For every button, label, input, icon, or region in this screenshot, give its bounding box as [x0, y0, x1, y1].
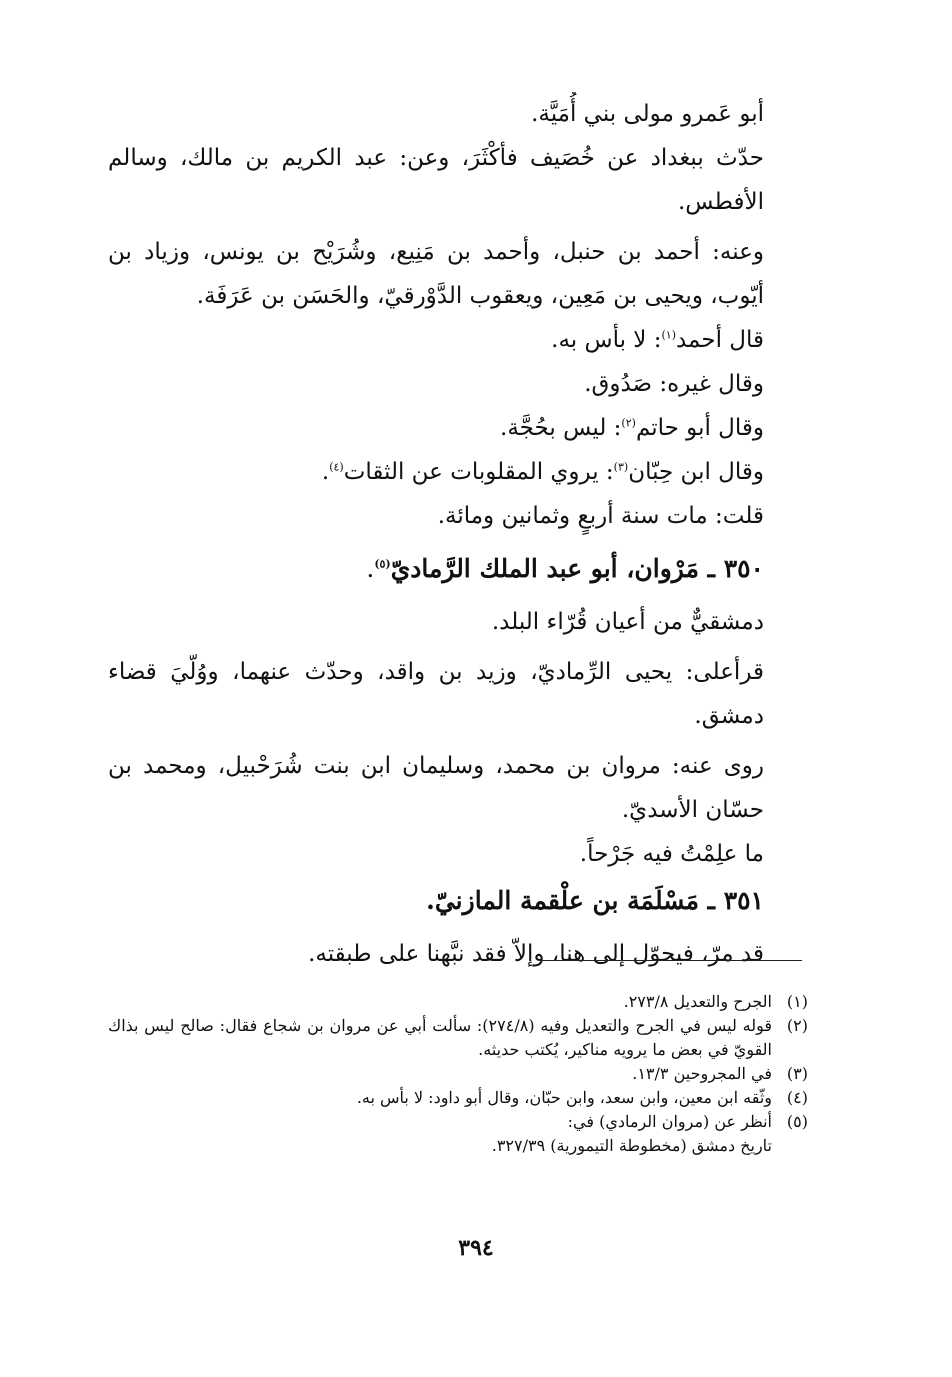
main-text	[108, 92, 808, 976]
text-line: قد مرّ، فيحوّل إلى هنا، وإلاّ فقد نبَّهنا على طبقته.	[308, 941, 764, 967]
footnote-2	[108, 1014, 808, 1062]
footnote-ref: (١)	[661, 328, 676, 342]
footnote-number: (٣)	[786, 1064, 808, 1083]
entry-title: ٣٥٠ ـ مَرْوان، أبو عبد الملك الرَّماديّ	[390, 554, 764, 583]
text-paragraph: روى عنه: مروان بن محمد، وسليمان ابن بنت شُرَحْبيل، ومحمد بن حسّان الأسديّ.	[108, 753, 764, 823]
footnote-ref: (٥)	[374, 557, 391, 571]
quote-text: وقال أبو حاتم	[635, 415, 764, 441]
footnote-5-continuation: تاريخ دمشق (مخطوطة التيمورية) ٣٢٧/٣٩.	[491, 1136, 772, 1155]
text-paragraph: وعنه: أحمد بن حنبل، وأحمد بن مَنِيع، وشُرَيْح بن يونس، وزياد بن أيّوب، ويحيى بن مَعِين، ويعقوب الدَّوْرقيّ، والحَسَن بن عَرَفَة.	[108, 239, 764, 309]
footnote-5	[108, 1110, 808, 1134]
entry-title-end: .	[366, 554, 375, 583]
footnote-divider	[540, 960, 802, 961]
text-line: دمشقيٌّ من أعيان قُرّاء البلد.	[491, 609, 764, 635]
quote-line	[108, 406, 808, 450]
quote-line: قلت: مات سنة أربعٍ وثمانين ومائة.	[437, 503, 764, 529]
footnote-number: (٥)	[786, 1112, 808, 1131]
quote-line: وقال غيره: صَدُوق.	[584, 371, 764, 397]
footnote-number: (٤)	[786, 1088, 808, 1107]
footnote-number: (٢)	[786, 1016, 808, 1035]
footnote-ref: (٤)	[329, 460, 344, 474]
footnote-number: (١)	[786, 992, 808, 1011]
entry-heading-351	[108, 876, 808, 926]
quote-line	[108, 450, 808, 494]
text-line: أبو عَمرو مولى بني أُمَيَّة.	[531, 101, 764, 127]
text-paragraph: حدّث ببغداد عن خُصَيف فأكْثَرَ، وعن: عبد الكريم بن مالك، وسالم الأفطس.	[108, 145, 764, 215]
page-number: ٣٩٤	[458, 1235, 494, 1261]
quote-text: : ليس بحُجَّة.	[500, 415, 622, 441]
footnote-3	[108, 1062, 808, 1086]
footnote-ref: (٣)	[613, 460, 629, 474]
footnote-4	[108, 1086, 808, 1110]
text-paragraph: قرأعلى: يحيى الرِّماديّ، وزيد بن واقد، وحدّث عنهما، ووُلّيَ قضاء دمشق.	[108, 659, 764, 729]
quote-text: قال أحمد	[675, 327, 764, 353]
entry-title: ٣٥١ ـ مَسْلَمَة بن علْقمة المازنيّ.	[426, 886, 764, 915]
footnote-text: قوله ليس في الجرح والتعديل وفيه (٢٧٤/٨): سألت أبي عن مروان بن شجاع فقال: صالح ليس بذاك القويّ في بعض ما يرويه مناكير، يُكتب حديثه.	[108, 1016, 773, 1059]
footnote-text: وثّقه ابن معين، وابن سعد، وابن حبّان، وقال أبو داود: لا بأس به.	[356, 1088, 772, 1107]
footnote-text: أنظر عن (مروان الرمادي) في:	[567, 1112, 772, 1131]
footnote-text: في المجروحين ١٣/٣.	[632, 1064, 772, 1083]
footnote-text: الجرح والتعديل ٢٧٣/٨.	[623, 992, 772, 1011]
quote-text: : لا بأس به.	[551, 327, 662, 353]
quote-text: وقال ابن حِبّان	[628, 459, 764, 485]
quote-text: : يروي المقلوبات عن الثقات	[343, 459, 614, 485]
quote-line	[108, 318, 808, 362]
footnote-ref: (٢)	[621, 416, 636, 430]
entry-heading-350	[108, 544, 808, 594]
quote-text: .	[321, 459, 330, 485]
footnote-1	[108, 990, 808, 1014]
text-line: ما علِمْتُ فيه جَرْحاً.	[579, 841, 764, 867]
footnotes	[108, 990, 808, 1158]
